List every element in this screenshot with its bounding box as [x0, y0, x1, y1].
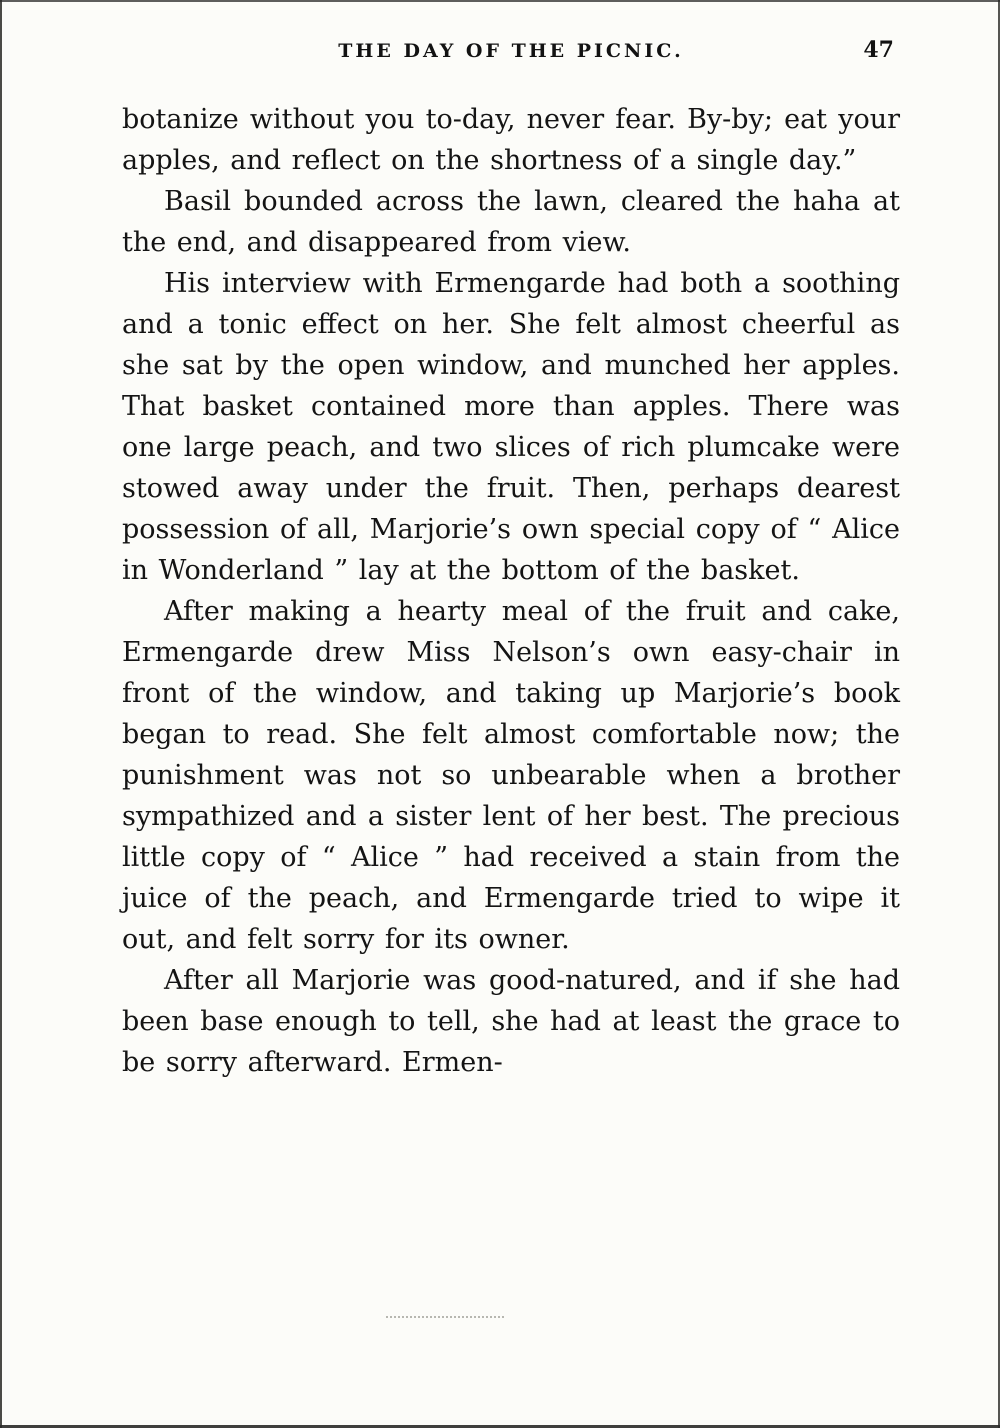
- scan-edge-top: [0, 0, 1000, 2]
- scan-artifact: [386, 1316, 504, 1318]
- paragraph: His interview with Ermengarde had both a soothing and a tonic effect on her. She felt almost cheerful as she sat by the open window, and munched her apples. That basket contained more than apples. There was one large peach, and two slices of rich plumcake were stowed away under the fruit. Then, perhaps dearest possession of all, Marjorie’s own special copy of “ Alice in Wonderland ” lay at the bottom of the basket.: [122, 268, 900, 586]
- page-header: [122, 37, 900, 63]
- running-title: THE DAY OF THE PICNIC.: [338, 40, 684, 62]
- paragraph: Basil bounded across the lawn, cleared the haha at the end, and disappeared from view.: [122, 186, 900, 258]
- scan-edge-left: [0, 0, 2, 1428]
- paragraph: After all Marjorie was good-natured, and if she had been base enough to tell, she had at least the grace to be sorry afterward. Ermen-: [122, 965, 900, 1078]
- paragraph: botanize without you to-day, never fear. By-by; eat your apples, and reflect on the shortness of a single day.”: [122, 104, 900, 176]
- paragraph: After making a hearty meal of the fruit and cake, Ermengarde drew Miss Nelson’s own easy-chair in front of the window, and taking up Marjorie’s book began to read. She felt almost comfortable now; the punishment was not so unbearable when a brother sympathized and a sister lent of her best. The precious little copy of “ Alice ” had received a stain from the juice of the peach, and Ermengarde tried to wipe it out, and felt sorry for its owner.: [122, 596, 900, 955]
- page-body: [122, 99, 900, 1083]
- page-number: 47: [863, 37, 894, 63]
